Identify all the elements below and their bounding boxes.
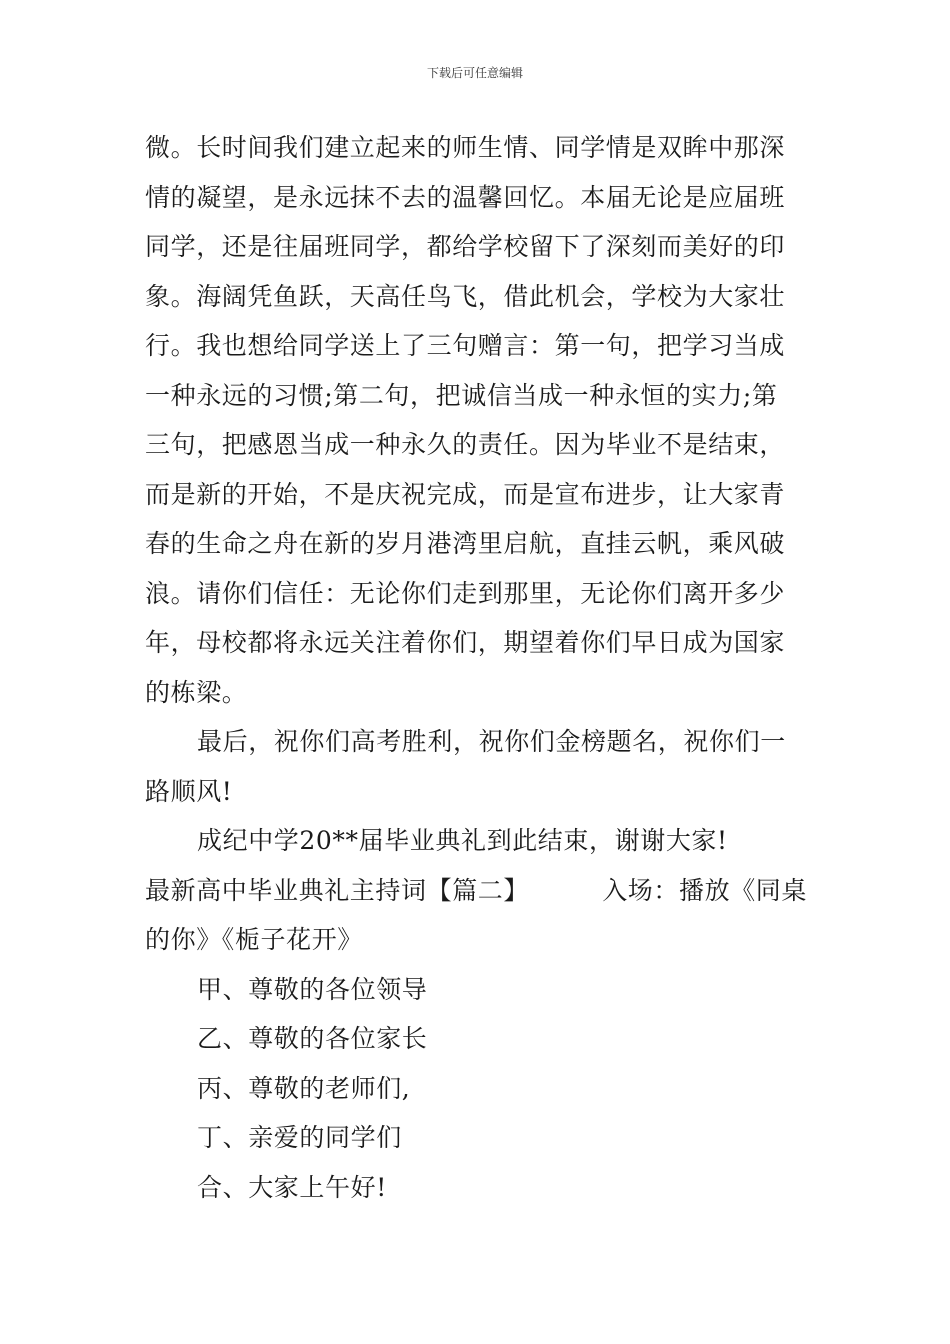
text-line: 象。海阔凭鱼跃，天高任鸟飞，借此机会，学校为大家壮 bbox=[145, 281, 786, 311]
text-line: 一种永远的习惯;第二句，把诚信当成一种永恒的实力;第 bbox=[145, 380, 778, 410]
text-line: 春的生命之舟在新的岁月港湾里启航，直挂云帆，乘风破 bbox=[145, 529, 786, 558]
section-entrance-text: 入场：播放《同桌 bbox=[602, 875, 807, 905]
text-line: 的栋梁。 bbox=[145, 677, 248, 707]
text-line: 年，母校都将永远关注着你们，期望着你们早日成为国家 bbox=[145, 628, 786, 657]
greeting-line: 乙、尊敬的各位家长 bbox=[197, 1024, 428, 1053]
section-title-line bbox=[145, 866, 807, 916]
text-line: 行。我也想给同学送上了三句赠言：第一句，把学习当成 bbox=[145, 331, 786, 360]
text-line: 浪。请你们信任：无论你们走到那里，无论你们离开多少 bbox=[145, 578, 786, 608]
text-line: 的你》《栀子花开》 bbox=[145, 925, 363, 954]
section-title bbox=[145, 866, 807, 965]
text-line: 而是新的开始，不是庆祝完成，而是宣布进步，让大家青 bbox=[145, 479, 786, 509]
text-line: 同学，还是往届班同学，都给学校留下了深刻而美好的印 bbox=[145, 232, 786, 261]
text-line: 最后，祝你们高考胜利，祝你们金榜题名，祝你们一 bbox=[197, 727, 786, 756]
paragraph-wishes bbox=[145, 717, 807, 816]
text-line: 路顺风! bbox=[145, 776, 233, 806]
paragraph-closing bbox=[145, 816, 807, 866]
section-title-text: 最新高中毕业典礼主持词【篇二】 bbox=[145, 875, 530, 905]
text-line: 成纪中学20**届毕业典礼到此结束，谢谢大家! bbox=[197, 826, 728, 855]
greeting-line: 甲、尊敬的各位领导 bbox=[197, 974, 428, 1004]
text-line: 微。长时间我们建立起来的师生情、同学情是双眸中那深 bbox=[145, 133, 786, 162]
greeting-line: 合、大家上午好! bbox=[197, 1172, 387, 1202]
greeting-line: 丙、尊敬的老师们, bbox=[197, 1073, 411, 1103]
document-body bbox=[145, 123, 807, 1212]
paragraph-farewell bbox=[145, 123, 807, 717]
text-line: 情的凝望，是永远抹不去的温馨回忆。本届无论是应届班 bbox=[145, 182, 786, 212]
text-line: 三句，把感恩当成一种永久的责任。因为毕业不是结束， bbox=[145, 430, 786, 459]
greeting-line: 丁、亲爱的同学们 bbox=[197, 1123, 402, 1152]
greetings-list bbox=[145, 965, 807, 1213]
page-header: 下载后可任意编辑 bbox=[426, 66, 523, 80]
